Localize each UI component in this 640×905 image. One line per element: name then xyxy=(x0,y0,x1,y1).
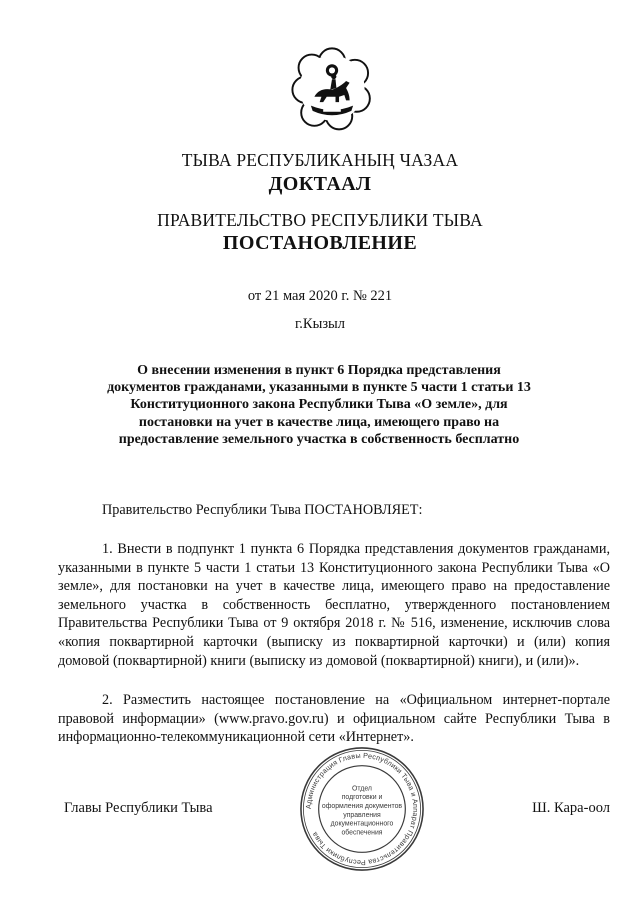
preamble: Правительство Республики Тыва ПОСТАНОВЛЯЕТ: xyxy=(102,502,423,518)
document-date-number: от 21 мая 2020 г. № 221 xyxy=(247,288,393,304)
tuvan-government-name: ТЫВА РЕСПУБЛИКАНЫҢ ЧАЗАА xyxy=(181,150,459,170)
tuva-emblem-icon xyxy=(288,44,376,132)
russian-government-name: ПРАВИТЕЛЬСТВО РЕСПУБЛИКИ ТЫВА xyxy=(157,210,483,230)
stamp-center-line: подготовки и xyxy=(341,794,383,802)
paragraph-item-1: 1. Внести в подпункт 1 пункта 6 Порядка представления документов гражданами, указанными в пункте 5 части 1 статьи 13 Конституционного закона Республики Тыва «О земле», для постановки на учет в качестве лица, имеющего право на предоставление земельного участка в собственность бесплатно, утвержденного постановлением Правительства Республики Тыва от 9 октября 2018 г. № 516, изменение, исключив слова «копия поквартирной карточки (выписку из поквартирной карточки) и (или) копия домовой (поквартирной) книги (выписку из домовой (поквартирной) книги), и (или)». xyxy=(58,541,610,669)
russian-document-type: ПОСТАНОВЛЕНИЕ xyxy=(222,232,418,254)
stamp-ring-text: Администрация Главы Республики Тыва и Аппарат Правительства Республики Тыва xyxy=(304,751,420,867)
stamp-center-line: документационного xyxy=(330,820,394,828)
signature-position: Главы Республики Тыва xyxy=(64,800,213,816)
tuvan-document-type: ДОКТААЛ xyxy=(268,173,372,195)
stamp-center-line: обеспечения xyxy=(341,829,383,837)
document-city: г.Кызыл xyxy=(294,316,346,332)
stamp-center-line: Отдел xyxy=(352,785,372,793)
stamp-center-line: управления xyxy=(343,811,381,819)
signature-name: Ш. Кара-оол xyxy=(532,800,610,816)
paragraph-item-2: 2. Разместить настоящее постановление на «Официальном интернет-портале правовой информации» (www.pravo.gov.ru) и официальном сайте Республики Тыва в информационно-телекоммуникационной сети «Интернет». xyxy=(58,692,610,746)
official-stamp-icon xyxy=(298,745,426,873)
document-subject: О внесении изменения в пункт 6 Порядка представления документов гражданами, указанными в пункте 5 части 1 статьи 13 Конституционного закона Республики Тыва «О земле», для постановки на учет в качестве лица, имеющего право на предоставление земельного участка в собственность бесплатно xyxy=(107,363,531,447)
stamp-center-line: оформления документов xyxy=(321,803,403,811)
